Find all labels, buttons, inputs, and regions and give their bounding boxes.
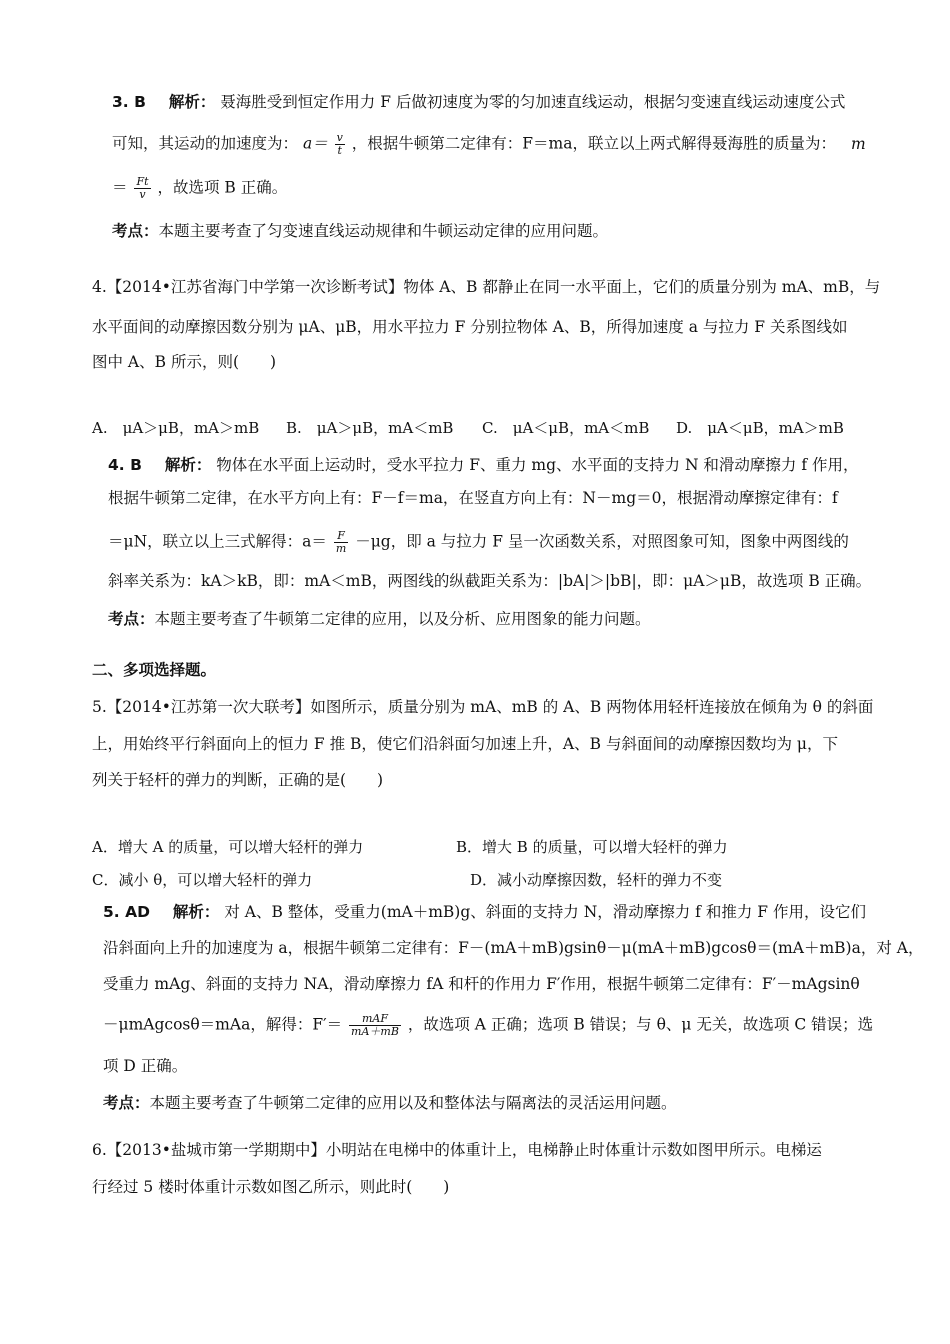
q5-kaodian-label: 考点： bbox=[103, 1094, 150, 1112]
q4-kaodian bbox=[108, 609, 651, 629]
q4-answer-line2: 根据牛顿第二定律，在水平方向上有：F－f＝ma，在竖直方向上有：N－mg＝0，根据滑动摩擦定律有：f bbox=[108, 489, 838, 507]
q5-option-c: C．减小 θ，可以增大轻杆的弹力 bbox=[92, 871, 313, 889]
q3-frac-den: v bbox=[139, 188, 146, 201]
section-heading-multiple-choice: 二、多项选择题。 bbox=[92, 661, 217, 679]
q4-answer-line3 bbox=[108, 530, 849, 555]
q3-frac-den: t bbox=[337, 144, 342, 157]
q4-text: ＝μN，联立以上三式解得：a＝ bbox=[108, 532, 327, 551]
q3-answer-line3 bbox=[112, 176, 287, 201]
q5-answer-head: 5. AD bbox=[103, 903, 150, 921]
q3-frac-num: v bbox=[336, 131, 343, 144]
q3-fraction-ft-over-v bbox=[134, 176, 150, 201]
q3-answer-line1 bbox=[112, 92, 845, 112]
q4-stem-line3: 图中 A、B 所示，则( ) bbox=[92, 353, 277, 371]
q4-answer-head: 4. B bbox=[108, 456, 142, 474]
q5-option-a: A．增大 A 的质量，可以增大轻杆的弹力 bbox=[92, 838, 364, 856]
q4-frac-num: F bbox=[334, 530, 348, 543]
q3-text: 可知，其运动的加速度为： bbox=[112, 134, 299, 153]
q5-frac-den: mA＋mB bbox=[351, 1025, 399, 1038]
q3-kaodian bbox=[112, 221, 608, 241]
q6-stem-line2: 行经过 5 楼时体重计示数如图乙所示，则此时( ) bbox=[92, 1178, 450, 1196]
q4-text: －μg，即 a 与拉力 F 呈一次函数关系，对照图象可知，图象中两图线的 bbox=[355, 532, 849, 551]
q5-answer-line1 bbox=[103, 902, 866, 922]
q3-text: ，根据牛顿第二定律有：F＝ma，联立以上两式解得聂海胜的质量为： bbox=[351, 134, 836, 153]
q5-analysis-text: 对 A、B 整体，受重力(mA＋mB)g、斜面的支持力 N，滑动摩擦力 f 和推力 F 作用，设它们 bbox=[224, 903, 866, 921]
q4-option-d: D. μA＜μB，mA＞mB bbox=[676, 419, 844, 437]
q5-stem-line2: 上，用始终平行斜面向上的恒力 F 推 B，使它们沿斜面匀加速上升，A、B 与斜面间的动摩擦因数均为 μ，下 bbox=[92, 735, 838, 753]
q5-answer-line4 bbox=[103, 1013, 873, 1038]
q4-answer-line4: 斜率关系为：kA＞kB，即：mA＜mB，两图线的纵截距关系为：|bA|＞|bB|，即：μA＞μB，故选项 B 正确。 bbox=[108, 572, 872, 590]
q4-option-a: A. μA＞μB，mA＞mB bbox=[92, 419, 260, 437]
q6-stem-line1: 6.【2013•盐城市第一学期期中】小明站在电梯中的体重计上，电梯静止时体重计示数如图甲所示。电梯运 bbox=[92, 1141, 822, 1159]
q4-stem-line2: 水平面间的动摩擦因数分别为 μA、μB，用水平拉力 F 分别拉物体 A、B，所得加速度 a 与拉力 F 关系图线如 bbox=[92, 318, 848, 336]
q4-option-c: C. μA＜μB，mA＜mB bbox=[482, 419, 650, 437]
q3-frac-num: Ft bbox=[136, 175, 149, 188]
q3-formula: a＝ bbox=[302, 134, 328, 153]
q3-formula: ＝ bbox=[112, 178, 128, 197]
q3-answer-head: 3. B bbox=[112, 93, 146, 111]
q5-stem-line3: 列关于轻杆的弹力的判断，正确的是( ) bbox=[92, 771, 384, 789]
q3-fraction-v-over-t bbox=[335, 132, 345, 157]
q5-option-d: D．减小动摩擦因数，轻杆的弹力不变 bbox=[470, 871, 723, 889]
q4-fraction-f-over-m bbox=[334, 530, 348, 555]
q5-answer-line2: 沿斜面向上升的加速度为 a，根据牛顿第二定律有：F－(mA＋mB)gsinθ－μ(mA＋mB)gcosθ＝(mA＋mB)a，对 A， bbox=[103, 939, 924, 957]
q4-kaodian-text: 本题主要考查了牛顿第二定律的应用，以及分析、应用图象的能力问题。 bbox=[154, 610, 651, 628]
q4-kaodian-label: 考点： bbox=[108, 610, 155, 628]
q3-kaodian-text: 本题主要考查了匀变速直线运动规律和牛顿运动定律的应用问题。 bbox=[158, 222, 609, 240]
q5-answer-line5: 项 D 正确。 bbox=[103, 1057, 188, 1075]
q4-answer-line1 bbox=[108, 455, 859, 475]
q5-fraction-force bbox=[349, 1013, 401, 1038]
q5-option-b: B．增大 B 的质量，可以增大轻杆的弹力 bbox=[456, 838, 728, 856]
q3-analysis-text: 聂海胜受到恒定作用力 F 后做初速度为零的匀加速直线运动，根据匀变速直线运动速度公式 bbox=[220, 93, 846, 111]
q5-kaodian-text: 本题主要考查了牛顿第二定律的应用以及和整体法与隔离法的灵活运用问题。 bbox=[149, 1094, 677, 1112]
q3-analysis-label: 解析： bbox=[168, 93, 216, 111]
q5-answer-line3: 受重力 mAg、斜面的支持力 NA，滑动摩擦力 fA 和杆的作用力 F′作用，根据牛顿第二定律有：F′－mAgsinθ bbox=[103, 975, 860, 993]
q5-frac-num: mAF bbox=[349, 1013, 401, 1026]
q4-frac-den: m bbox=[335, 542, 347, 555]
q4-analysis-text: 物体在水平面上运动时，受水平拉力 F、重力 mg、水平面的支持力 N 和滑动摩擦力 f 作用， bbox=[216, 456, 859, 474]
q5-analysis-label: 解析： bbox=[172, 903, 220, 921]
q5-stem-line1: 5.【2014•江苏第一次大联考】如图所示，质量分别为 mA、mB 的 A、B 两物体用轻杆连接放在倾角为 θ 的斜面 bbox=[92, 698, 874, 716]
q3-answer-line2 bbox=[112, 132, 866, 157]
q4-stem-line1: 4.【2014•江苏省海门中学第一次诊断考试】物体 A、B 都静止在同一水平面上，它们的质量分别为 mA、mB，与 bbox=[92, 278, 881, 296]
q5-kaodian bbox=[103, 1093, 677, 1113]
q4-analysis-label: 解析： bbox=[164, 456, 212, 474]
q3-formula: m bbox=[850, 134, 866, 153]
q3-kaodian-label: 考点： bbox=[112, 222, 159, 240]
q4-option-b: B. μA＞μB，mA＜mB bbox=[286, 419, 454, 437]
q3-text: ，故选项 B 正确。 bbox=[157, 178, 288, 197]
q5-text: －μmAgcosθ＝mAa，解得：F′＝ bbox=[103, 1015, 343, 1034]
q5-text: ，故选项 A 正确；选项 B 错误；与 θ、μ 无关，故选项 C 错误；选 bbox=[407, 1015, 874, 1034]
